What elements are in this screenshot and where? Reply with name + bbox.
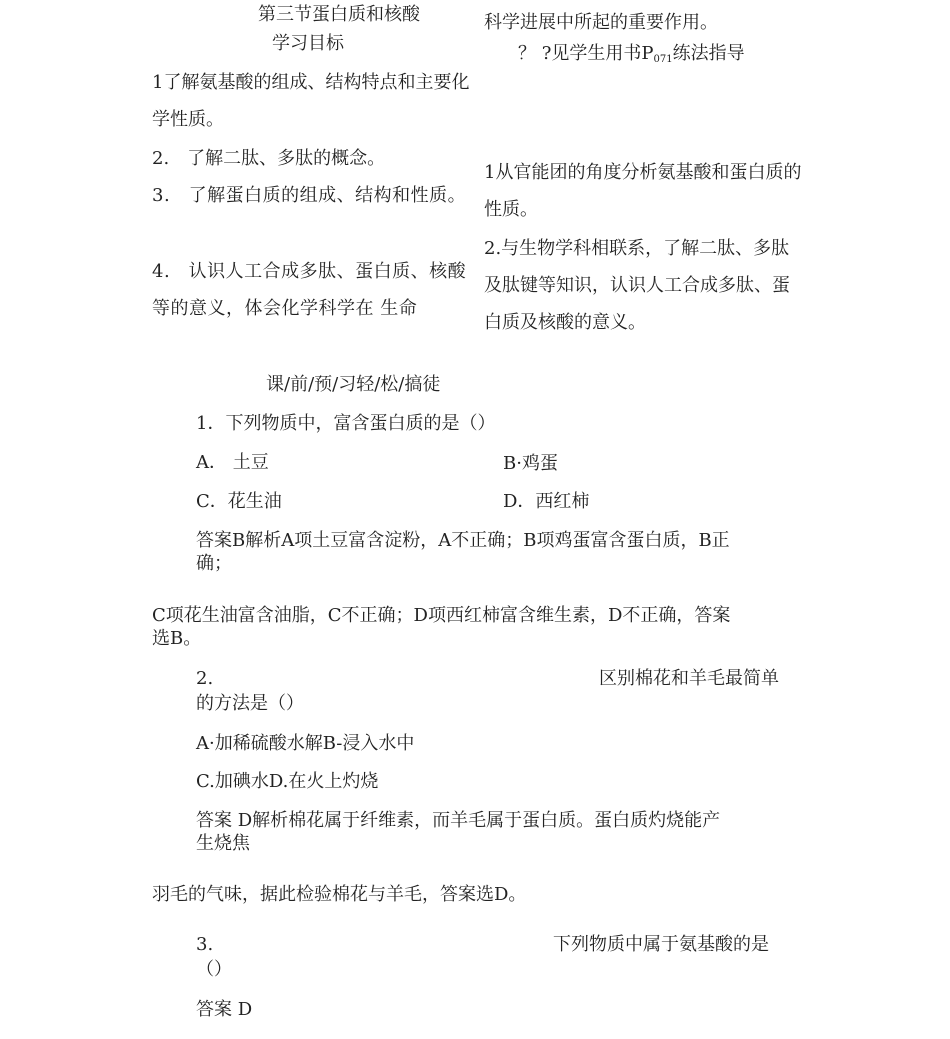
q1-option-d: D．西红柿: [503, 491, 590, 512]
q2-options-cd: C.加碘水D.在火上灼烧: [196, 771, 379, 792]
q1-answer-line-4: 选B。: [152, 628, 202, 649]
question-2-text: 区别棉花和羊毛最简单: [599, 668, 779, 689]
guide-page-subscript: 071: [653, 54, 673, 65]
study-guide-reference: [518, 43, 745, 71]
method-item-1: 1从官能团的角度分析氨基酸和蛋白质的性质。: [484, 162, 802, 220]
goal-item-4: 4. 认识人工合成多肽、蛋白质、核酸等的意义，体会化学科学在 生命: [152, 261, 467, 319]
question-3-text-cont: （）: [196, 959, 232, 980]
section-subtitle: 学习目标: [272, 33, 344, 54]
question-3-text: 下列物质中属于氨基酸的是: [553, 934, 769, 955]
q2-answer-line-3: 羽毛的气味，据此检验棉花与羊毛，答案选D。: [152, 884, 527, 905]
page-title: 第三节蛋白质和核酸: [258, 4, 420, 25]
goal-item-2: 2. 了解二肽、多肽的概念。: [152, 148, 386, 169]
section-heading: 课/前/预/习轻/松/搞徒: [266, 374, 441, 395]
q2-options-ab: A·加稀硫酸水解B-浸入水中: [196, 733, 415, 754]
goal-item-1: 1了解氨基酸的组成、结构特点和主要化学性质。: [152, 72, 470, 130]
q2-answer-line-1: 答案 D解析棉花属于纤维素，而羊毛属于蛋白质。蛋白质灼烧能产: [196, 810, 721, 831]
method-item-2: 2.与生物学科相联系，了解二肽、多肽及肽键等知识，认识人工合成多肽、蛋白质及核酸的意义。: [484, 238, 790, 333]
q1-answer-line-1: 答案B解析A项土豆富含淀粉，A不正确；B项鸡蛋富含蛋白质，B正: [196, 530, 730, 551]
question-1: 1．下列物质中，富含蛋白质的是（）: [196, 413, 496, 434]
question-3-number: 3.: [196, 934, 214, 955]
goal-item-3: 3. 了解蛋白质的组成、结构和性质。: [152, 185, 467, 206]
q1-answer-line-2: 确；: [196, 553, 232, 574]
q1-option-a: A． 土豆: [196, 452, 269, 473]
q3-answer: 答案 D: [196, 999, 253, 1020]
q1-option-c: C．花生油: [196, 491, 282, 512]
guide-prefix: ？ ?见学生用书P: [518, 43, 654, 64]
question-2-text-cont: 的方法是（）: [196, 693, 304, 714]
q2-answer-line-2: 生烧焦: [196, 833, 250, 854]
q1-option-b: B·鸡蛋: [503, 453, 558, 474]
guide-suffix: 练法指导: [672, 43, 745, 64]
question-2-number: 2.: [196, 668, 214, 689]
goal-continuation: 科学进展中所起的重要作用。: [484, 12, 718, 33]
q1-answer-line-3: C项花生油富含油脂，C不正确；D项西红柿富含维生素，D不正确，答案: [152, 605, 731, 626]
